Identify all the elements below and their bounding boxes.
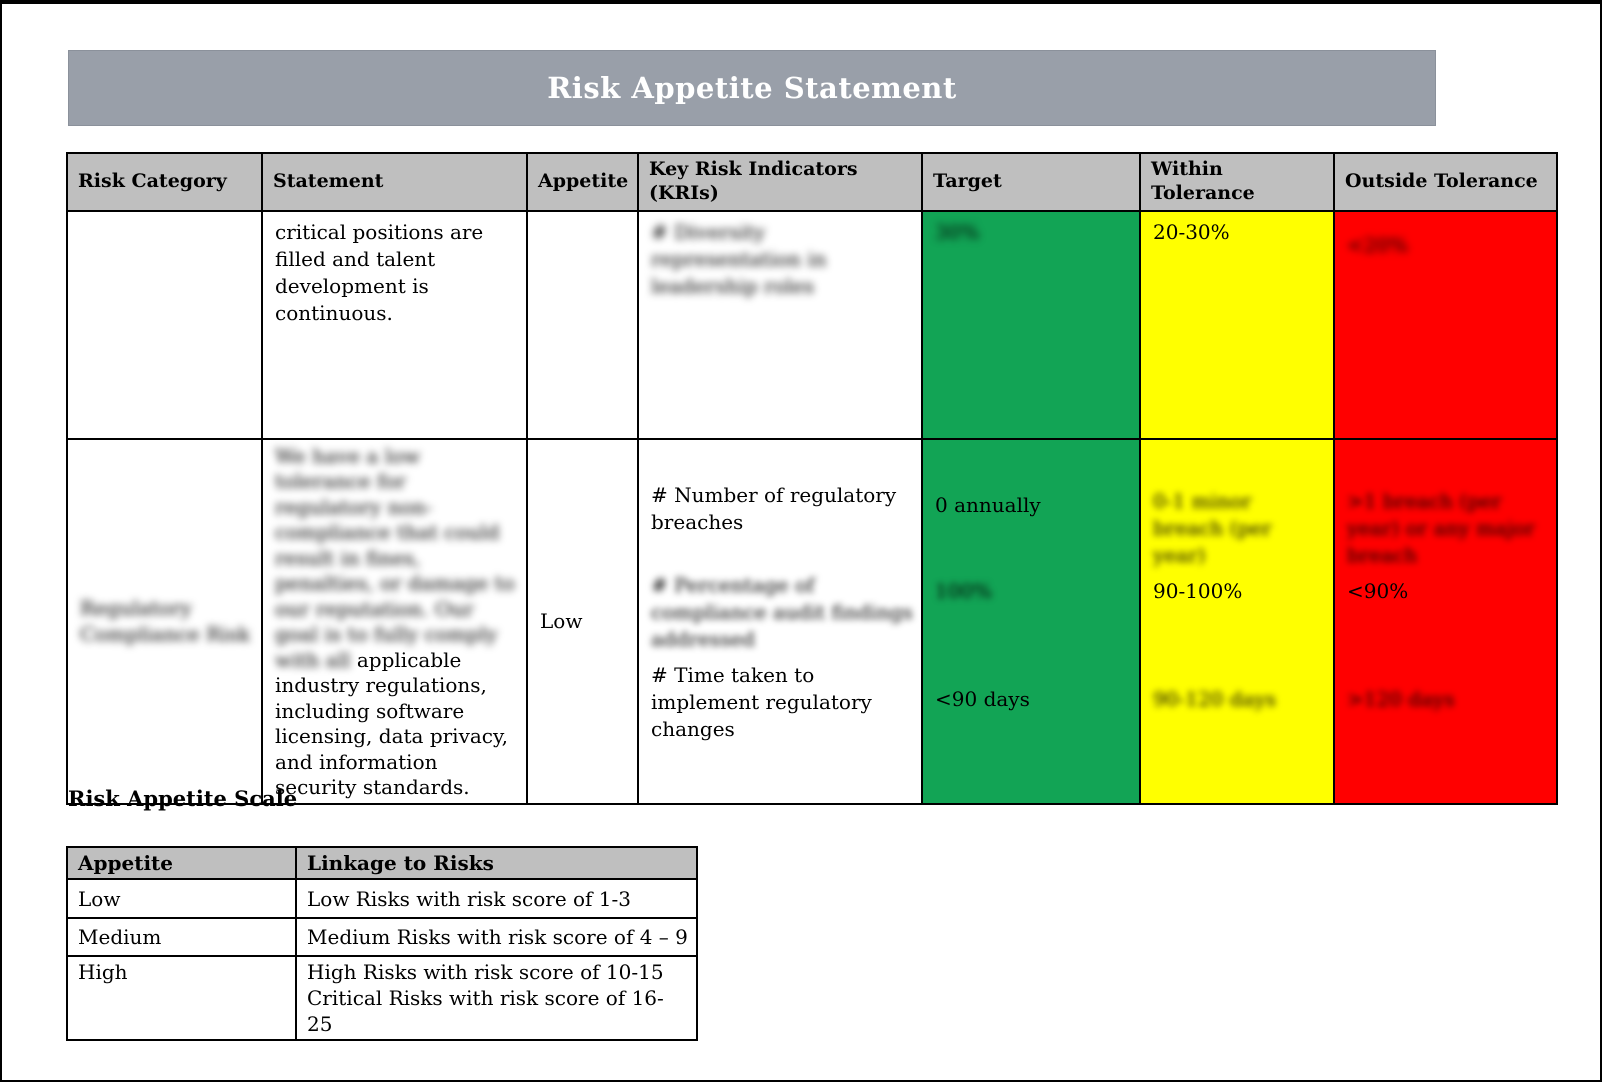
tolerance-item: <90% bbox=[1347, 578, 1409, 603]
tolerance-item: 0-1 minor breach (per year) bbox=[1153, 488, 1272, 567]
page-title: Risk Appetite Statement bbox=[547, 71, 957, 105]
cell-statement: We have a low tolerance for regulatory non-compliance that could result in fines, penalties, or damage to our reputation. Our goal is to fully comply with all applicable industry regulations, including software licensing, data privacy, and information security standards. bbox=[262, 439, 527, 804]
risk-appetite-scale-table bbox=[66, 846, 698, 1041]
table-row bbox=[67, 918, 697, 956]
kri-item: # Number of regulatory breaches bbox=[651, 482, 897, 534]
title-banner bbox=[68, 50, 1436, 126]
cell-kris: # Diversity representation in leadership roles bbox=[638, 211, 922, 439]
table-row bbox=[67, 439, 1557, 804]
cell-within-tolerance bbox=[1140, 439, 1334, 804]
cell-within-tolerance: 20-30% bbox=[1140, 211, 1334, 439]
target-item: 0 annually bbox=[935, 492, 1041, 517]
table-row bbox=[67, 211, 1557, 439]
table-row bbox=[67, 956, 697, 1040]
col-header-kris: Key Risk Indicators (KRIs) bbox=[638, 153, 922, 211]
scale-table-header-row bbox=[67, 847, 697, 879]
scale-col-header-linkage: Linkage to Risks bbox=[296, 847, 697, 879]
cell-target: 30% bbox=[922, 211, 1140, 439]
col-header-outside-tolerance: Outside Tolerance bbox=[1334, 153, 1557, 211]
table-row bbox=[67, 879, 697, 918]
col-header-within-tolerance: Within Tolerance bbox=[1140, 153, 1334, 211]
cell-appetite: Low bbox=[527, 439, 638, 804]
col-header-appetite: Appetite bbox=[527, 153, 638, 211]
tolerance-item: 90-120 days bbox=[1153, 686, 1277, 711]
cell-kris bbox=[638, 439, 922, 804]
scale-cell-appetite: High bbox=[67, 956, 296, 1040]
kri-item: # Percentage of compliance audit findings addressed bbox=[651, 572, 913, 651]
scale-cell-appetite: Low bbox=[67, 879, 296, 918]
cell-target bbox=[922, 439, 1140, 804]
target-item: 100% bbox=[935, 578, 993, 603]
tolerance-item: 90-100% bbox=[1153, 578, 1243, 603]
scale-cell-linkage: Medium Risks with risk score of 4 – 9 bbox=[296, 918, 697, 956]
scale-cell-linkage: High Risks with risk score of 10-15 Critical Risks with risk score of 16-25 bbox=[296, 956, 697, 1040]
main-table-header-row bbox=[67, 153, 1557, 211]
cell-risk-category bbox=[67, 211, 262, 439]
kri-item: # Time taken to implement regulatory changes bbox=[651, 662, 872, 741]
col-header-target: Target bbox=[922, 153, 1140, 211]
scale-col-header-appetite: Appetite bbox=[67, 847, 296, 879]
cell-statement: critical positions are filled and talent development is continuous. bbox=[262, 211, 527, 439]
cell-outside-tolerance: <20% bbox=[1334, 211, 1557, 439]
tolerance-item: >1 breach (per year) or any major breach bbox=[1347, 488, 1535, 567]
risk-appetite-table bbox=[66, 152, 1558, 805]
cell-outside-tolerance bbox=[1334, 439, 1557, 804]
col-header-statement: Statement bbox=[262, 153, 527, 211]
scale-section-heading: Risk Appetite Scale bbox=[68, 786, 298, 811]
cell-appetite bbox=[527, 211, 638, 439]
target-item: <90 days bbox=[935, 686, 1030, 711]
col-header-risk-category: Risk Category bbox=[67, 153, 262, 211]
cell-risk-category: Regulatory Compliance Risk bbox=[67, 439, 262, 804]
tolerance-item: >120 days bbox=[1347, 686, 1455, 711]
scale-cell-linkage: Low Risks with risk score of 1-3 bbox=[296, 879, 697, 918]
scale-cell-appetite: Medium bbox=[67, 918, 296, 956]
